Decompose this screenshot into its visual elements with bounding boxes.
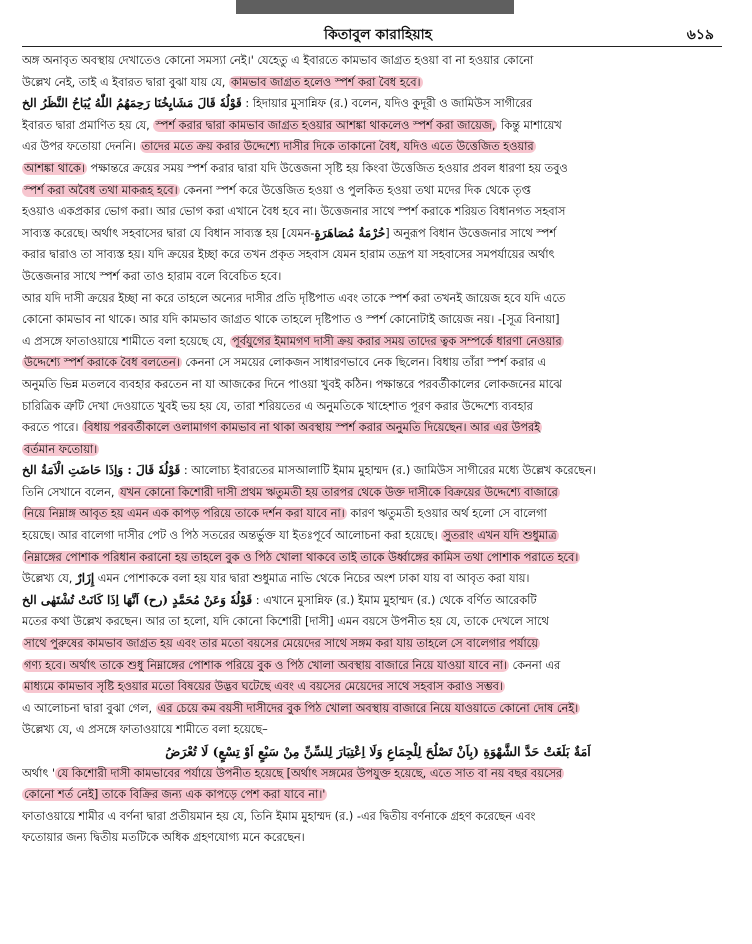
plain-text: এ প্রসঙ্গে ফাতাওয়ায়ে শামীতে বলা হয়েছে যে, [22, 334, 231, 348]
highlighted-text: যে কিশোরী দাসী কামভাবের পর্যায়ে উপনীত হয়েছে [অর্থাৎ সঙ্গমের উপযুক্ত হয়েছে, এতে সাত বা নয় বছর বয়সের [57, 766, 563, 780]
plain-text: আর যদি দাসী ক্রয়ের ইচ্ছা না করে তাহলে অন্যের দাসীর প্রতি দৃষ্টিপাত এবং তাকে স্পর্শ করা তখনই জায়েজ হবে যদি এতে [22, 291, 566, 305]
plain-text: অর্থাৎ ' [22, 766, 56, 780]
text-line [22, 827, 734, 849]
plain-text: হয়েছে। আর বালেগা দাসীর পেট ও পিঠ সতরের অন্তর্ভুক্ত যা ইতঃপূর্বে আলোচনা করা হয়েছে। [22, 529, 442, 543]
text-line [22, 460, 734, 482]
chapter-title: কিতাবুল কারাহিয়াহ [323, 27, 433, 43]
highlighted-text: সাথে পুরুষের কামভাব জাগ্রত হয় এবং তার মতো বয়সের মেয়েদের সাথে সঙ্গম করা যায় তাহলে সে বালেগার পর্যায়ে [24, 637, 538, 651]
arabic-quote: اَمَةٌ بَلَغَتْ حَدَّ الشَّهْوَةِ (بِاَنْ تَصْلُحَ لِلْجِمَاعِ وَلَا اِعْتِبَارَ لِلسِّنِّ مِنْ سَبْعٍ اَوْ تِسْعٍ) لَا تُعْرَضُ [165, 744, 591, 759]
plain-text: তিনি সেখানে বলেন, [22, 485, 119, 499]
plain-text: হওয়াও একপ্রকার ভোগ করা। আর ভোগ করা এখানে বৈধ হবে না। উত্তেজনার সাথে স্পর্শ করাকে শরিয়ত বিধানগত সহবাস [22, 205, 566, 219]
text-line [22, 266, 734, 288]
text-line [22, 288, 734, 310]
plain-text: কেননা এর [508, 658, 561, 672]
body-text [22, 50, 734, 849]
text-line [22, 417, 734, 439]
text-line [22, 158, 734, 180]
page-number: ৬১৯ [686, 27, 714, 43]
text-line [22, 72, 734, 94]
plain-text: মতের কথা উল্লেখ করছেন। আর তা হলো, যদি কোনো কিশোরী [দাসী] এমন বয়সে উপনীত হয় যে, তাকে দেখলে সাথে [22, 615, 549, 629]
text-line [22, 50, 734, 72]
text-line [22, 719, 734, 741]
plain-text: ফাতাওয়ায়ে শামীর এ বর্ণনা দ্বারা প্রতীয়মান হয় যে, তিনি ইমাম মুহাম্মদ (র.) -এর দ্বিতীয় বর্ণনাকে গ্রহণ করেছেন এবং [22, 809, 536, 823]
highlighted-text: যখন কোনো কিশোরী দাসী প্রথম ঋতুমতী হয় তারপর থেকে উক্ত দাসীকে বিক্রয়ের উদ্দেশ্যে বাজারে [120, 485, 558, 499]
text-line [22, 115, 734, 137]
highlighted-text: উদ্দেশ্যে স্পর্শ করাকে বৈধ বলতেন। [24, 356, 180, 370]
text-line [22, 223, 734, 245]
plain-text: উল্লেখ্য যে, [22, 572, 76, 586]
highlighted-text: পূর্বযুগের ইমামগণ দাসী ক্রয় করার সময় তাদের ত্বক সম্পর্কে ধারণা নেওয়ার [232, 334, 562, 348]
arabic-quote: قَوْلُهٗ قَالَ مَشَايِخُنَا رَحِمَهُمُ اللّٰهُ يُبَاحُ النَّظَرُ الخ [22, 96, 242, 111]
highlighted-text: মাধ্যমে কামভাব সৃষ্টি হওয়ার মতো বিষয়ের উদ্ভব ঘটেছে এবং এ বয়সের মেয়েদের সাথে সহবাস করাও সম্ভব। [24, 680, 503, 694]
plain-text: পক্ষান্তরে ক্রয়ের সময় স্পর্শ করার দ্বারা যদি উত্তেজনা সৃষ্টি হয় কিংবা উত্তেজিত হওয়ার প্রবল ধারণা হয় তবুও [86, 161, 568, 175]
page-header [22, 20, 734, 46]
plain-text: সাব্যস্ত করেছে। অর্থাৎ সহবাসের দ্বারা যে বিধান সাব্যস্ত হয় [যেমন- [22, 226, 315, 240]
text-line [22, 611, 734, 633]
text-line [22, 633, 734, 655]
text-line [22, 590, 734, 612]
text-line [22, 180, 734, 202]
text-line [22, 309, 734, 331]
highlighted-text: স্পর্শ করা অবৈধ তথা মাকরূহ হবে। [24, 183, 178, 197]
plain-text: এমন পোশাককে বলা হয় যার দ্বারা শুধুমাত্র নাভি থেকে নিচের অংশ ঢাকা যায় বা আবৃত করা যায়। [94, 572, 530, 586]
highlighted-text: কামভাব জাগ্রত হলেও স্পর্শ করা বৈধ হবে। [230, 75, 421, 89]
plain-text: : হিদায়ার মুসান্নিফ (র.) বলেন, যদিও কুদূরী ও জামিউস সাগীরের [241, 97, 533, 111]
text-line [22, 741, 734, 763]
text-line [22, 439, 734, 461]
text-line [22, 525, 734, 547]
highlighted-text: বর্তমান ফতোয়া। [24, 442, 98, 456]
plain-text: করার দ্বারাও তা সাব্যস্ত হয়। যদি ক্রয়ের ইচ্ছা করে তখন প্রকৃত সহবাস যেমন হারাম তদ্রূপ যা সহবাসের সমপর্যায়ের অর্থাৎ [22, 248, 555, 262]
text-line [22, 482, 734, 504]
plain-text: কেননা সে সময়ের লোকজন সাধারণভাবে নেক ছিলেন। বিধায় তাঁরা স্পর্শ করার এ [181, 356, 547, 370]
text-line [22, 806, 734, 828]
text-line [22, 136, 734, 158]
highlighted-text: গণ্য হবে। অর্থাৎ তাকে শুধু নিম্নাঙ্গের পোশাক পরিয়ে বুক ও পিঠ খোলা অবস্থায় বাজারে নিয়ে যাওয়া যাবে না। [24, 658, 507, 672]
arabic-quote: قَوْلُهٗ قَالَ : وَاِذَا حَاضَتِ الْاَمَةُ الخ [22, 463, 181, 478]
plain-text: এ আলোচনা দ্বারা বুঝা গেল, [22, 701, 156, 715]
text-line [22, 568, 734, 590]
text-line [22, 201, 734, 223]
highlighted-text: নিম্নাঙ্গের পোশাক পরিধান করানো হয় তাহলে বুক ও পিঠ খোলা থাকবে তাই তাকে উর্ধ্বাঙ্গের কামিস তথা পোশাক পরাতে হবে। [24, 550, 579, 564]
text-line [22, 698, 734, 720]
arabic-quote: حُرْمَةُ مُصَاهَرَةٍ [314, 225, 386, 240]
plain-text: উত্তেজনার সাথে স্পর্শ করা তাও হারাম বলে বিবেচিত হবে। [22, 269, 282, 283]
plain-text: অঙ্গ অনাবৃত অবস্থায় দেখাতেও কোনো সমস্যা নেই।' যেহেতু এ ইবারতে কামভাব জাগ্রত হওয়া বা না হওয়ার কোনো [22, 54, 534, 67]
plain-text: ] অনুরূপ বিধান উত্তেজনার সাথে স্পর্শ [385, 226, 556, 240]
header-rule [22, 46, 722, 47]
text-line [22, 763, 734, 785]
text-line [22, 676, 734, 698]
plain-text: ফতোয়ার জন্য দ্বিতীয় মতটিকে অধিক গ্রহণযোগ্য মনে করেছেন। [22, 831, 305, 845]
text-line [22, 547, 734, 569]
text-line [22, 784, 734, 806]
plain-text: ইবারত দ্বারা প্রমাণিত হয় যে, [22, 118, 154, 132]
highlighted-text: স্পর্শ করার দ্বারা কামভাব জাগ্রত হওয়ার আশঙ্কা থাকলেও স্পর্শ করা জায়েজ, [155, 118, 496, 132]
plain-text: এর উপর ফতোয়া দেননি। [22, 140, 140, 154]
plain-text: কারণ ঋতুমতী হওয়ার অর্থ হলো সে বালেগা [346, 507, 547, 521]
highlighted-text: আশঙ্কা থাকে। [24, 161, 85, 175]
text-line [22, 655, 734, 677]
highlighted-text: নিয়ে নিম্নাঙ্গ আবৃত হয় এমন এক কাপড় পরিয়ে তাকে দর্শন করা যাবে না। [24, 507, 345, 521]
highlighted-text: এর চেয়ে কম বয়সী দাসীদের বুক পিঠ খোলা অবস্থায় বাজারে নিয়ে যাওয়াতে কোনো দোষ নেই। [157, 701, 579, 715]
text-line [22, 396, 734, 418]
plain-text: উল্লেখ্য যে, এ প্রসঙ্গে ফাতাওয়ায়ে শামীতে বলা হয়েছে– [22, 723, 268, 737]
text-line [22, 93, 734, 115]
plain-text: কেননা স্পর্শ করে উত্তেজিত হওয়া ও পুলকিত হওয়া তথা মদের দিক থেকে তৃপ্ত [179, 183, 531, 197]
highlighted-text: কোনো শর্ত নেই] তাকে বিক্রির জন্য এক কাপড়ে পেশ করা যাবে না।' [24, 788, 326, 802]
plain-text: : এখানে মুসান্নিফ (র.) ইমাম মুহাম্মদ (র.) থেকে বর্ণিত আরেকটি [252, 593, 537, 607]
text-line [22, 244, 734, 266]
plain-text: অনুমতি ভিন্ন মতলবে ব্যবহার করতেন না যা আজকের দিনে পাওয়া খুবই কঠিন। পক্ষান্তরে পরবর্তীকালের লোকজনের মাঝে [22, 377, 562, 391]
highlighted-text: বিধায় পরবর্তীকালে ওলামাগণ কামভাব না থাকা অবস্থায় স্পর্শ করার অনুমতি দিয়েছেন। আর এর উপরই [84, 421, 541, 435]
highlighted-text: সুতরাং এখন যদি শুধুমাত্র [443, 529, 557, 543]
plain-text: করতে পারে। [22, 421, 83, 435]
plain-text: উল্লেখ নেই, তাই এ ইবারত দ্বারা বুঝা যায় যে, [22, 75, 229, 89]
plain-text: : আলোচ্য ইবারতের মাসআলাটি ইমাম মুহাম্মদ (র.) জামিউস সাগীরের মধ্যে উল্লেখ করেছেন। [180, 464, 596, 478]
plain-text: চারিত্রিক ত্রুটি দেখা দেওয়াতে খুবই ভয় হয় যে, তারা শরিয়তের এ অনুমতিকে খাহেশাত পূরণ করার উদ্দেশ্যে ব্যবহার [22, 399, 533, 413]
text-line [22, 503, 734, 525]
text-line [22, 352, 734, 374]
viewer-top-bar [236, 0, 514, 14]
text-line [22, 331, 734, 353]
text-line [22, 374, 734, 396]
plain-text: কিন্তু মাশায়েখ [497, 118, 562, 132]
plain-text: কোনো কামভাব না থাকে। আর যদি কামভাব জাগ্রত থাকে তাহলে দৃষ্টিপাত ও স্পর্শ কোনোটাই জায়েজ নয়। -[সূত্র বিনায়া] [22, 313, 560, 327]
arabic-quote: قَوْلُهٗ وَعَنْ مُحَمَّدٍ (رح) اَنَّهَا اِذَا كَانَتْ تُشْتَهٰى الخ [22, 592, 253, 607]
highlighted-text: তাদের মতে ক্রয় করার উদ্দেশ্যে দাসীর দিকে তাকানো বৈধ, যদিও এতে উত্তেজিত হওয়ার [141, 140, 534, 154]
arabic-quote: إِزَارٌ [75, 571, 95, 586]
